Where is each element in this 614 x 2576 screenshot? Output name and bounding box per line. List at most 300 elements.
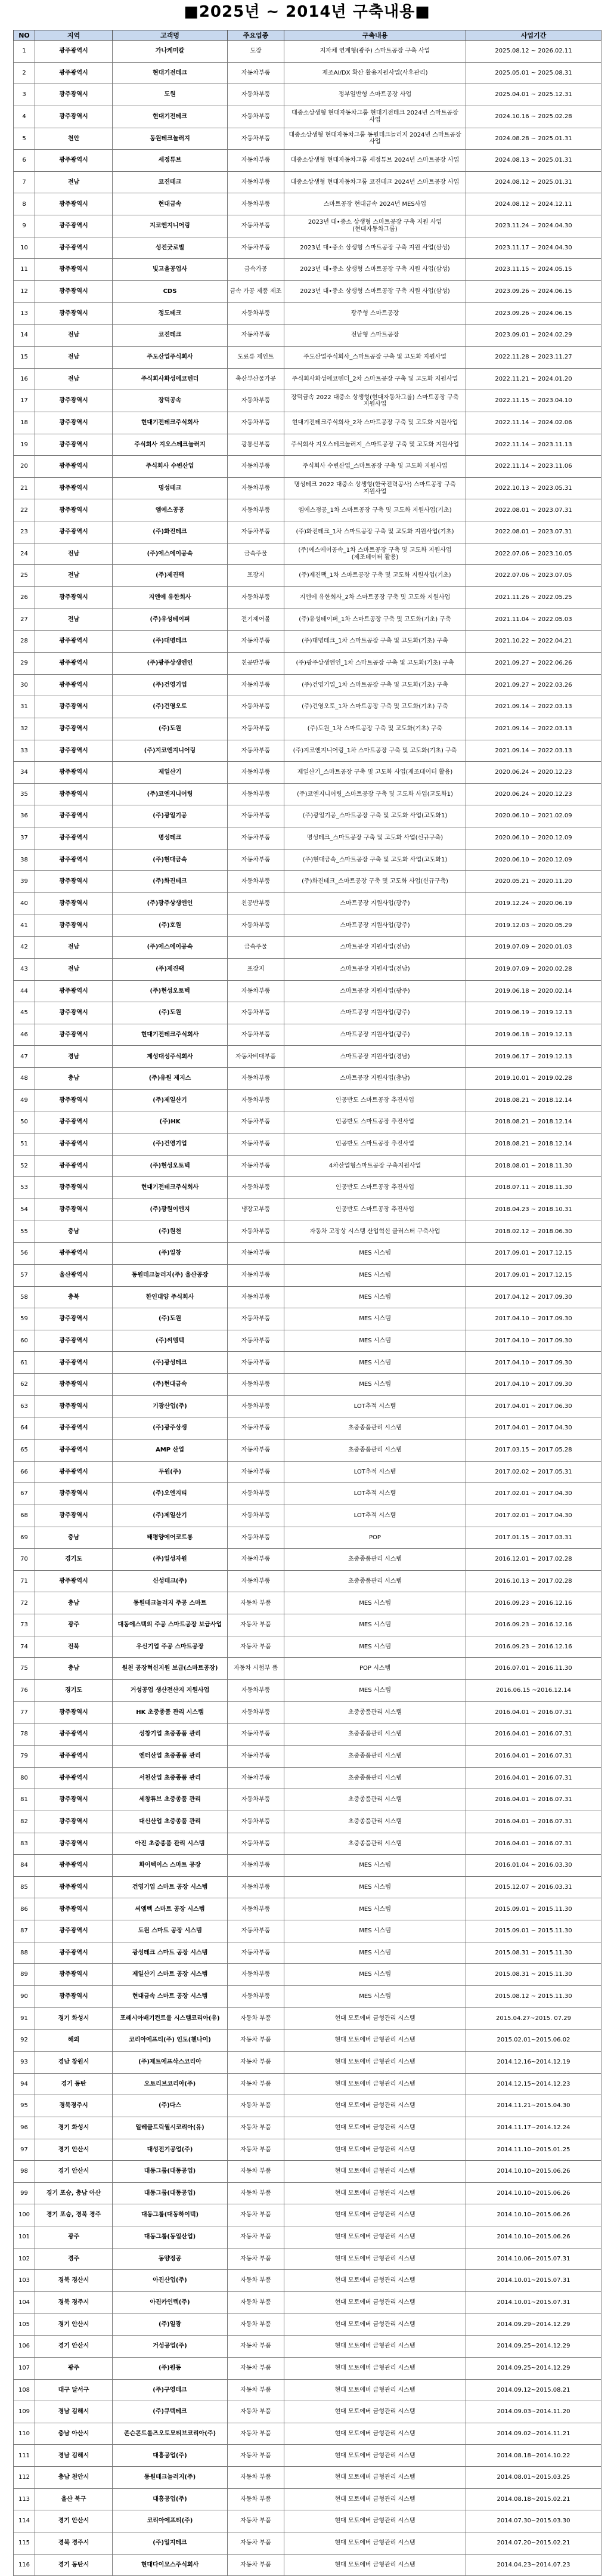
cell-content: 현대 모토에버 금형관리 시스템 <box>284 2204 466 2226</box>
cell-industry: 자동차부품 <box>228 1789 284 1811</box>
cell-client: (주)제일산기 <box>113 1089 228 1111</box>
cell-period: 2014.08.18~2014.10.22 <box>466 2445 601 2467</box>
table-row <box>14 521 601 543</box>
cell-region: 광주광역시 <box>35 1330 113 1352</box>
cell-period: 2014.04.23~2014.07.23 <box>466 2554 601 2576</box>
cell-no: 19 <box>14 434 35 456</box>
cell-no: 14 <box>14 325 35 347</box>
cell-no: 70 <box>14 1549 35 1571</box>
cell-region: 경기 화성시 <box>35 2007 113 2030</box>
table-row <box>14 2488 601 2510</box>
cell-region: 광주광역시 <box>35 1723 113 1746</box>
cell-period: 2014.10.01~2015.07.31 <box>466 2291 601 2314</box>
cell-industry: 자동차 부품 <box>228 2270 284 2292</box>
cell-region: 전남 <box>35 543 113 565</box>
cell-no: 40 <box>14 892 35 915</box>
table-row <box>14 1286 601 1308</box>
cell-region: 광주광역시 <box>35 434 113 456</box>
cell-period: 2019.12.24 ~ 2020.06.19 <box>466 892 601 915</box>
cell-region: 광주 <box>35 2357 113 2379</box>
cell-industry: 자동차 부품 <box>228 2510 284 2532</box>
cell-industry: 자동차 부품 <box>228 2336 284 2358</box>
cell-no: 7 <box>14 171 35 193</box>
cell-region: 광주광역시 <box>35 1374 113 1396</box>
table-row <box>14 2291 601 2314</box>
table-row <box>14 958 601 980</box>
cell-region: 광주광역시 <box>35 1811 113 1833</box>
table-row <box>14 1701 601 1723</box>
table-row <box>14 631 601 653</box>
cell-no: 9 <box>14 215 35 237</box>
table-row <box>14 2336 601 2358</box>
table-row <box>14 1111 601 1133</box>
cell-no: 16 <box>14 368 35 390</box>
table-row <box>14 1417 601 1440</box>
cell-industry: 자동차부품 <box>228 674 284 696</box>
cell-industry: 자동차 부품 <box>228 2291 284 2314</box>
cell-no: 83 <box>14 1833 35 1855</box>
cell-region: 경북 경산시 <box>35 2270 113 2292</box>
table-row <box>14 193 601 215</box>
cell-no: 2 <box>14 62 35 84</box>
cell-period: 2016.04.01 ~ 2016.07.31 <box>466 1701 601 1723</box>
cell-no: 76 <box>14 1680 35 1702</box>
cell-industry: 자동차 부품 <box>228 2357 284 2379</box>
cell-no: 95 <box>14 2095 35 2117</box>
cell-region: 경기 동탄시 <box>35 2554 113 2576</box>
cell-region: 경남 김해시 <box>35 2401 113 2423</box>
cell-content: 현대 모토에버 금형관리 시스템 <box>284 2291 466 2314</box>
cell-content: 제일산기_스마트공장 구축 및 고도화 사업(제조데이터 활용) <box>284 762 466 784</box>
cell-client: 거성공업 생산전산지 지원사업 <box>113 1680 228 1702</box>
cell-region: 경기도 <box>35 1549 113 1571</box>
table-row <box>14 849 601 871</box>
cell-period: 2014.11.17~2014.12.24 <box>466 2117 601 2139</box>
cell-client: 우신기업 주공 스마트공장 <box>113 1636 228 1658</box>
cell-content: 대중소상생형 현대자동차그룹 현대기전테크 2024년 스마트공장 사업 <box>284 106 466 128</box>
cell-industry: 자동차부품 <box>228 1330 284 1352</box>
cell-content: 초중종품관리 시스템 <box>284 1549 466 1571</box>
cell-no: 109 <box>14 2401 35 2423</box>
cell-client: 대성전기공업(주) <box>113 2139 228 2161</box>
cell-region: 광주광역시 <box>35 1395 113 1417</box>
header-no: NO <box>14 30 35 41</box>
cell-region: 전남 <box>35 609 113 631</box>
cell-no: 110 <box>14 2423 35 2445</box>
cell-industry: 금속가공 <box>228 259 284 281</box>
table-row <box>14 937 601 959</box>
cell-client: (주)호원 <box>113 915 228 937</box>
table-row <box>14 1221 601 1243</box>
cell-period: 2016.04.01 ~ 2016.07.31 <box>466 1789 601 1811</box>
cell-region: 광주광역시 <box>35 237 113 259</box>
cell-period: 2014.10.10~2015.06.26 <box>466 2161 601 2183</box>
cell-client: 아진산업(주) <box>113 2270 228 2292</box>
cell-client: (주)도원 <box>113 1308 228 1330</box>
cell-client: (주)광일기공 <box>113 805 228 827</box>
cell-region: 전남 <box>35 325 113 347</box>
cell-region: 광주광역시 <box>35 1898 113 1920</box>
cell-region: 광주광역시 <box>35 718 113 740</box>
cell-client: 코진테크 <box>113 325 228 347</box>
cell-content: 주식회사 수변산업_스마트공장 구축 및 고도화 지원사업 <box>284 456 466 478</box>
cell-content: 지엔에 유한회사_2차 스마트공장 구축 및 고도화 지원사업 <box>284 587 466 609</box>
cell-client: 현대기전테크 <box>113 106 228 128</box>
cell-no: 44 <box>14 980 35 1002</box>
cell-no: 63 <box>14 1395 35 1417</box>
table-row <box>14 1199 601 1221</box>
cell-no: 77 <box>14 1701 35 1723</box>
cell-client: (주)현대금속 <box>113 1374 228 1396</box>
header-client: 고객명 <box>113 30 228 41</box>
table-row <box>14 1264 601 1286</box>
table-row <box>14 150 601 172</box>
cell-no: 74 <box>14 1636 35 1658</box>
cell-period: 2024.08.12 ~ 2024.12.11 <box>466 193 601 215</box>
cell-region: 광주광역시 <box>35 1745 113 1767</box>
cell-region: 광주광역시 <box>35 62 113 84</box>
table-row <box>14 1680 601 1702</box>
cell-content: 대중소상생형 현대자동차그룹 코진테크 2024년 스마트공장 사업 <box>284 171 466 193</box>
cell-period: 2014.12.15~2014.12.23 <box>466 2073 601 2095</box>
cell-region: 광주광역시 <box>35 1920 113 1942</box>
cell-content: 초중종품관리 시스템 <box>284 1417 466 1440</box>
cell-industry: 전기제어볼 <box>228 609 284 631</box>
cell-client: 대흥공업(주) <box>113 2488 228 2510</box>
cell-industry: 자동차부품 <box>228 1986 284 2008</box>
cell-content: 초중종품관리 시스템 <box>284 1833 466 1855</box>
cell-period: 2014.12.16~2014.12.19 <box>466 2051 601 2073</box>
cell-content: 현대 모토에버 금형관리 시스템 <box>284 2073 466 2095</box>
cell-period: 2014.08.01~2015.03.25 <box>466 2467 601 2489</box>
cell-region: 광주광역시 <box>35 696 113 718</box>
table-row <box>14 2270 601 2292</box>
cell-region: 경북경주시 <box>35 2095 113 2117</box>
cell-industry: 자동차 부품 <box>228 2182 284 2204</box>
cell-no: 21 <box>14 477 35 499</box>
cell-client: 기광산업(주) <box>113 1395 228 1417</box>
table-row <box>14 1483 601 1505</box>
table-row <box>14 1133 601 1156</box>
cell-region: 광주광역시 <box>35 652 113 674</box>
cell-content: 현대 모토에버 금형관리 시스템 <box>284 2161 466 2183</box>
cell-no: 10 <box>14 237 35 259</box>
cell-client: 대동그룹(대동공업) <box>113 2182 228 2204</box>
cell-no: 18 <box>14 412 35 434</box>
table-row <box>14 412 601 434</box>
cell-period: 2020.06.24 ~ 2020.12.23 <box>466 762 601 784</box>
cell-period: 2016.09.23 ~ 2016.12.16 <box>466 1592 601 1614</box>
cell-no: 67 <box>14 1483 35 1505</box>
cell-no: 103 <box>14 2270 35 2292</box>
cell-content: 현대 모토에버 금형관리 시스템 <box>284 2182 466 2204</box>
cell-industry: 자동차부품 <box>228 1811 284 1833</box>
table-row <box>14 2117 601 2139</box>
table-row <box>14 1046 601 1068</box>
cell-no: 48 <box>14 1068 35 1090</box>
cell-content: (주)지코엔지니어링_1차 스마트공장 구축 및 고도화(기초) 구축 <box>284 740 466 762</box>
cell-no: 12 <box>14 281 35 303</box>
cell-industry: 자동차부품 <box>228 827 284 850</box>
cell-industry: 자동차부품 <box>228 1723 284 1746</box>
cell-period: 2017.04.01 ~ 2017.04.30 <box>466 1417 601 1440</box>
table-row <box>14 1723 601 1746</box>
cell-content: 주식회사화성에코텐더_2차 스마트공장 구축 및 고도화 지원사업 <box>284 368 466 390</box>
cell-content: 현대 모토에버 금형관리 시스템 <box>284 2117 466 2139</box>
table-row <box>14 1789 601 1811</box>
cell-period: 2017.02.01 ~ 2017.04.30 <box>466 1483 601 1505</box>
cell-industry: 자동차부품 <box>228 193 284 215</box>
table-row <box>14 106 601 128</box>
cell-client: (주)건영오토 <box>113 696 228 718</box>
cell-no: 106 <box>14 2336 35 2358</box>
cell-client: HK 초중종품 관리 시스템 <box>113 1701 228 1723</box>
table-row <box>14 1243 601 1265</box>
table-row <box>14 740 601 762</box>
table-row <box>14 2204 601 2226</box>
cell-industry: 도장 <box>228 41 284 63</box>
cell-client: (주)화진테크 <box>113 521 228 543</box>
cell-period: 2017.04.12 ~ 2017.09.30 <box>466 1286 601 1308</box>
cell-no: 93 <box>14 2051 35 2073</box>
cell-content: 현대 모토에버 금형관리 시스템 <box>284 2030 466 2052</box>
table-row <box>14 1898 601 1920</box>
cell-region: 경북 경주시 <box>35 2532 113 2555</box>
cell-industry: 자동차부품 <box>228 696 284 718</box>
cell-client: AMP 산업 <box>113 1440 228 1462</box>
cell-client: (주)광원이엔지 <box>113 1199 228 1221</box>
table-row <box>14 1089 601 1111</box>
cell-period: 2023.09.01 ~ 2024.02.29 <box>466 325 601 347</box>
cell-industry: 자동차부품 <box>228 1221 284 1243</box>
cell-period: 2014.10.06~2015.07.31 <box>466 2248 601 2270</box>
cell-period: 2020.06.10 ~ 2020.12.09 <box>466 849 601 871</box>
cell-region: 경기 안산시 <box>35 2161 113 2183</box>
cell-region: 광주광역시 <box>35 281 113 303</box>
cell-client: 정도테크 <box>113 302 228 325</box>
table-row <box>14 718 601 740</box>
cell-client: 두원(주) <box>113 1461 228 1483</box>
cell-period: 2016.04.01 ~ 2016.07.31 <box>466 1833 601 1855</box>
header-industry: 주요업종 <box>228 30 284 41</box>
table-row <box>14 2073 601 2095</box>
cell-region: 광주광역시 <box>35 390 113 412</box>
cell-region: 광주광역시 <box>35 1199 113 1221</box>
cell-no: 88 <box>14 1942 35 1964</box>
cell-industry: 자동차부품 <box>228 1701 284 1723</box>
cell-no: 29 <box>14 652 35 674</box>
cell-client: (주)제트에프삭스코리아 <box>113 2051 228 2073</box>
cell-industry: 자동차부품 <box>228 84 284 106</box>
cell-content: 2023년 대•중소 상생형 스마트공장 구축 지원 사업(삼성) <box>284 281 466 303</box>
cell-industry: 자동차 부품 <box>228 1614 284 1636</box>
cell-content: 현대 모토에버 금형관리 시스템 <box>284 2336 466 2358</box>
cell-content: MES 시스템 <box>284 1614 466 1636</box>
cell-client: (주)제일산기 <box>113 1505 228 1527</box>
cell-region: 경기 안산시 <box>35 2314 113 2336</box>
cell-region: 광주광역시 <box>35 740 113 762</box>
cell-industry: 자동차 부품 <box>228 2204 284 2226</box>
cell-period: 2023.11.15 ~ 2024.05.15 <box>466 259 601 281</box>
cell-client: (주)오엔지티 <box>113 1483 228 1505</box>
cell-no: 13 <box>14 302 35 325</box>
cell-content: MES 시스템 <box>284 1264 466 1286</box>
cell-no: 96 <box>14 2117 35 2139</box>
cell-content: 현대 모토에버 금형관리 시스템 <box>284 2314 466 2336</box>
cell-content: 현대 모토에버 금형관리 시스템 <box>284 2095 466 2117</box>
cell-client: 원천 공장혁신지원 보급(스마트공장) <box>113 1658 228 1680</box>
cell-industry: 도료류 제인트 <box>228 346 284 368</box>
cell-region: 광주광역시 <box>35 631 113 653</box>
cell-period: 2018.08.21 ~ 2018.12.14 <box>466 1133 601 1156</box>
table-body <box>14 41 601 2576</box>
table-row <box>14 1942 601 1964</box>
cell-industry: 자동차 부품 <box>228 2226 284 2248</box>
table-row <box>14 1811 601 1833</box>
cell-period: 2021.10.22 ~ 2022.04.21 <box>466 631 601 653</box>
table-row <box>14 543 601 565</box>
cell-period: 2023.11.24 ~ 2024.04.30 <box>466 215 601 237</box>
cell-client: (주)현성오토텍 <box>113 980 228 1002</box>
cell-region: 광주광역시 <box>35 106 113 128</box>
cell-no: 55 <box>14 1221 35 1243</box>
cell-no: 81 <box>14 1789 35 1811</box>
cell-region: 울산광역시 <box>35 1264 113 1286</box>
cell-no: 41 <box>14 915 35 937</box>
cell-no: 61 <box>14 1352 35 1374</box>
cell-no: 26 <box>14 587 35 609</box>
table-row <box>14 1767 601 1789</box>
cell-client: 건영기업 스마트 공장 시스템 <box>113 1876 228 1898</box>
cell-client: (주)일광 <box>113 2314 228 2336</box>
table-row <box>14 1527 601 1549</box>
cell-no: 1 <box>14 41 35 63</box>
table-row <box>14 2379 601 2401</box>
cell-industry: 자동차부품 <box>228 1417 284 1440</box>
cell-industry: 자동차 부품 <box>228 2314 284 2336</box>
cell-no: 112 <box>14 2467 35 2489</box>
cell-industry: 자동차 부품 <box>228 1592 284 1614</box>
cell-client: 엠에스공공 <box>113 499 228 521</box>
cell-region: 광주광역시 <box>35 302 113 325</box>
cell-content: 스마트공장 현대금속 2024년 MES사업 <box>284 193 466 215</box>
cell-client: 지코엔지니어링 <box>113 215 228 237</box>
cell-content: 대중소상생형 현대자동차그룹 세정튜브 2024년 스마트공장 사업 <box>284 150 466 172</box>
cell-content: 2023년 대•중소 상생형 스마트공장 구축 지원 사업(현대자동차그룹) <box>284 215 466 237</box>
cell-period: 2025.08.12 ~ 2026.02.11 <box>466 41 601 63</box>
cell-content: 현대 모토에버 금형관리 시스템 <box>284 2357 466 2379</box>
cell-content: 스마트공장 지원사업(충남) <box>284 1068 466 1090</box>
cell-client: 가나케미칼 <box>113 41 228 63</box>
cell-industry: 자동차부품 <box>228 237 284 259</box>
cell-content: 2023년 대•중소 상생형 스마트공장 구축 지원 사업(삼성) <box>284 237 466 259</box>
cell-period: 2019.10.01 ~ 2019.02.28 <box>466 1068 601 1090</box>
cell-content: 초중종품관리 시스템 <box>284 1701 466 1723</box>
table-row <box>14 1986 601 2008</box>
cell-period: 2016.09.23 ~ 2016.12.16 <box>466 1614 601 1636</box>
cell-industry: 자동차부품 <box>228 783 284 805</box>
cell-no: 98 <box>14 2161 35 2183</box>
cell-client: 세정튜브 <box>113 150 228 172</box>
cell-period: 2021.09.14 ~ 2022.03.13 <box>466 718 601 740</box>
cell-region: 광주광역시 <box>35 1876 113 1898</box>
cell-region: 경북 경주시 <box>35 2291 113 2314</box>
cell-client: (주)광성테크 <box>113 1352 228 1374</box>
cell-region: 광주광역시 <box>35 1024 113 1046</box>
table-row <box>14 1308 601 1330</box>
cell-industry: 축산부산물가공 <box>228 368 284 390</box>
cell-industry: 자동차부품 <box>228 871 284 893</box>
cell-period: 2015.02.01~2015.06.02 <box>466 2030 601 2052</box>
cell-region: 광주광역시 <box>35 1833 113 1855</box>
table-row <box>14 84 601 106</box>
cell-period: 2015.09.01 ~ 2015.11.30 <box>466 1920 601 1942</box>
cell-content: POP <box>284 1527 466 1549</box>
cell-no: 100 <box>14 2204 35 2226</box>
cell-content: 장덕금속 2022 대중소 상생형(현대자동차그룹) 스마트공장 구축 지원사업 <box>284 390 466 412</box>
cell-period: 2016.04.01 ~ 2016.07.31 <box>466 1745 601 1767</box>
cell-region: 광주광역시 <box>35 1986 113 2008</box>
cell-no: 68 <box>14 1505 35 1527</box>
cell-no: 75 <box>14 1658 35 1680</box>
cell-period: 2022.11.14 ~ 2024.02.06 <box>466 412 601 434</box>
cell-content: (주)현대금속_스마트공장 구축 및 고도화 사업(고도화1) <box>284 849 466 871</box>
cell-period: 2014.11.21~2015.04.30 <box>466 2095 601 2117</box>
cell-industry: 자동차부품 <box>228 1833 284 1855</box>
cell-content: 초중종품관리 시스템 <box>284 1811 466 1833</box>
cell-client: 코리아에프티(주) 인도(첸나이) <box>113 2030 228 2052</box>
table-row <box>14 674 601 696</box>
cell-content: 초중종품관리 시스템 <box>284 1570 466 1592</box>
table-row <box>14 762 601 784</box>
cell-industry: 자동차부품 <box>228 521 284 543</box>
cell-content: 현대 모토에버 금형관리 시스템 <box>284 2554 466 2576</box>
cell-region: 전남 <box>35 958 113 980</box>
table-row <box>14 2161 601 2183</box>
cell-region: 광주광역시 <box>35 1111 113 1133</box>
cell-content: 현대 모토에버 금형관리 시스템 <box>284 2270 466 2292</box>
cell-no: 35 <box>14 783 35 805</box>
cell-no: 105 <box>14 2314 35 2336</box>
table-row <box>14 281 601 303</box>
table-row <box>14 1352 601 1374</box>
cell-client: 일레클트릭월시코리아(유) <box>113 2117 228 2139</box>
cell-industry: 자동차부품 <box>228 631 284 653</box>
cell-client: (주)일성자원 <box>113 1549 228 1571</box>
cell-region: 충남 <box>35 1592 113 1614</box>
cell-industry: 자동차부품 <box>228 1876 284 1898</box>
cell-period: 2019.06.19 ~ 2019.12.13 <box>466 1002 601 1024</box>
cell-region: 광주광역시 <box>35 1767 113 1789</box>
table-row <box>14 2401 601 2423</box>
cell-region: 충남 <box>35 1527 113 1549</box>
cell-content: 스마트공장 지원사업(광주) <box>284 1002 466 1024</box>
cell-content: 명성테크_스마트공장 구축 및 고도화 사업(신규구축) <box>284 827 466 850</box>
cell-period: 2022.08.01 ~ 2023.07.31 <box>466 521 601 543</box>
cell-client: 현대금속 <box>113 193 228 215</box>
cell-region: 광주광역시 <box>35 674 113 696</box>
cell-period: 2014.07.20~2015.02.21 <box>466 2532 601 2555</box>
cell-period: 2015.09.01 ~ 2015.11.30 <box>466 1898 601 1920</box>
table-row <box>14 696 601 718</box>
cell-region: 광주광역시 <box>35 412 113 434</box>
cell-period: 2021.11.26 ~ 2022.05.25 <box>466 587 601 609</box>
cell-period: 2020.05.21 ~ 2020.11.20 <box>466 871 601 893</box>
cell-client: 코진테크 <box>113 171 228 193</box>
cell-period: 2017.01.15 ~ 2017.03.31 <box>466 1527 601 1549</box>
cell-no: 92 <box>14 2030 35 2052</box>
cell-industry: 자동차부품 <box>228 1395 284 1417</box>
